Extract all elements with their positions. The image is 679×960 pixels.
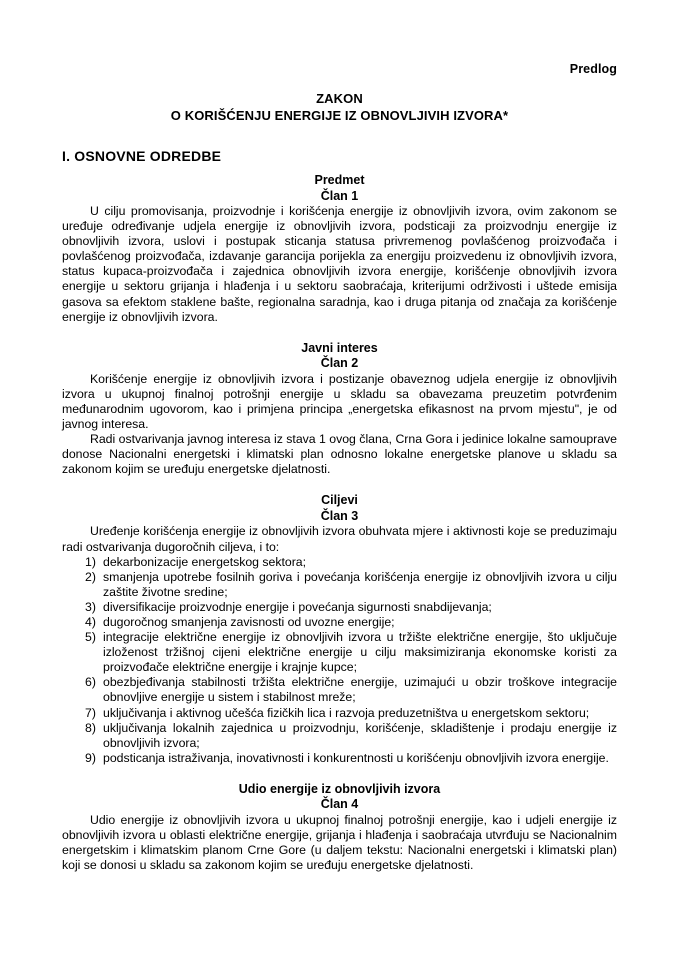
- list-item: podsticanja istraživanja, inovativnosti i konkurentnosti u korišćenju obnovljivih izvora energije.: [103, 750, 609, 765]
- article-2-number: Član 2: [320, 356, 359, 371]
- article-3-goal-list: [62, 555, 617, 766]
- list-item: dugoročnog smanjenja zavisnosti od uvozne energije;: [103, 614, 395, 629]
- article-3-paragraph-1: Uređenje korišćenja energije iz obnovljivih izvora obuhvata mjere i aktivnosti koje se preduzimaju radi ostvarivanja dugoročnih ciljeva, i to:: [62, 524, 617, 554]
- list-item: obezbjeđivanja stabilnosti tržišta električne energije, uzimajući u obzir troškove integracije obnovljive energije u sistem i stabilnost mreže;: [103, 675, 617, 705]
- article-4-subject: Udio energije iz obnovljivih izvora: [238, 781, 441, 796]
- list-item: dekarbonizacije energetskog sektora;: [103, 554, 306, 569]
- article-1-number: Član 1: [320, 188, 359, 203]
- article-4-number: Član 4: [320, 797, 359, 812]
- article-2-paragraph-1: Korišćenje energije iz obnovljivih izvora i postizanje obaveznog udjela energije iz obnovljivih izvora u ukupnoj finalnoj potrošnji energije u skladu sa obavezama preuzetim potvrđenim međunarodnim ugovorom, kao i primjena principa „energetska efikasnost na prvom mjestu", je od javnog interesa.: [62, 371, 617, 432]
- article-3-number: Član 3: [320, 508, 359, 523]
- article-1-paragraph-1: U cilju promovisanja, proizvodnje i korišćenja energije iz obnovljivih izvora, ovim zakonom se uređuje određivanje udjela energije iz obnovljivih izvora, podsticaji za proizvodnju energije iz obnovljivih izvora, uslovi i postupak sticanja statusa privremenog povlašćenog proizvođača i povlašćenog proizvođača, izdavanje garancija porijekla za energiju proizvedenu iz obnovljivih izvora, status kupaca-proizvođača i zajednica obnovljivih izvora energije, korišćenje obnovljivih izvora energije u sektoru grijanja i hlađenja i u sektoru saobraćaja, kriterijumi održivosti i uštede emisija gasova sa efektom staklene bašte, regionalna saradnja, kao i druga pitanja od značaja za korišćenje energije iz obnovljivih izvora.: [62, 204, 617, 324]
- law-title-line-2: O KORIŠĆENJU ENERGIJE IZ OBNOVLJIVIH IZVORA*: [170, 107, 509, 123]
- article-4: [62, 782, 617, 873]
- article-3-subject: Ciljevi: [321, 493, 358, 508]
- list-item: integracije električne energije iz obnovljivih izvora u tržište električne energije, što uključuje izloženost tržišnoj cijeni električne energije u cilju maksimiziranja ekonomske koristi za proizvođače električne energije i krajnje kupce;: [103, 630, 617, 675]
- section-heading-basic-provisions: I. OSNOVNE ODREDBE: [62, 148, 222, 164]
- article-4-paragraph-1: Udio energije iz obnovljivih izvora u ukupnoj finalnoj potrošnji energije, kao i udjeli energije iz obnovljivih izvora u oblasti električne energije, grijanja i hlađenja i saobraćaja utvrđuju se Nacionalnim energetskim i klimatskim planom Crne Gore (u daljem tekstu: Nacionalni energetski i klimatski plan) koji se donosi u skladu sa zakonom kojim se uređuju energetske djelatnosti.: [62, 812, 617, 873]
- law-title-line-1: ZAKON: [316, 91, 363, 106]
- list-item: diversifikacije proizvodnje energije i povećanja sigurnosti snabdijevanja;: [103, 599, 492, 614]
- article-2-subject: Javni interes: [301, 340, 378, 355]
- article-3: [62, 493, 617, 766]
- article-1: [62, 173, 617, 325]
- law-title: [62, 91, 617, 124]
- list-item: uključivanja lokalnih zajednica u proizvodnju, korišćenje, skladištenje i prodaju energije iz obnovljivih izvora;: [103, 720, 617, 750]
- list-item: smanjenja upotrebe fosilnih goriva i povećanja korišćenja energije iz obnovljivih izvora u cilju zaštite životne sredine;: [103, 569, 617, 599]
- document-label: Predlog: [569, 62, 617, 76]
- document-content: [62, 0, 617, 873]
- article-2-paragraph-2: Radi ostvarivanja javnog interesa iz stava 1 ovog člana, Crna Gora i jedinice lokalne samouprave donose Nacionalni energetski i klimatski plan odnosno lokalne energetske planove u skladu sa zakonom kojim se uređuju energetske djelatnosti.: [62, 432, 617, 477]
- article-2: [62, 341, 617, 478]
- article-1-subject: Predmet: [314, 173, 365, 187]
- list-item: uključivanja i aktivnog učešća fizičkih lica i razvoja preduzetništva u energetskom sektoru;: [103, 705, 590, 720]
